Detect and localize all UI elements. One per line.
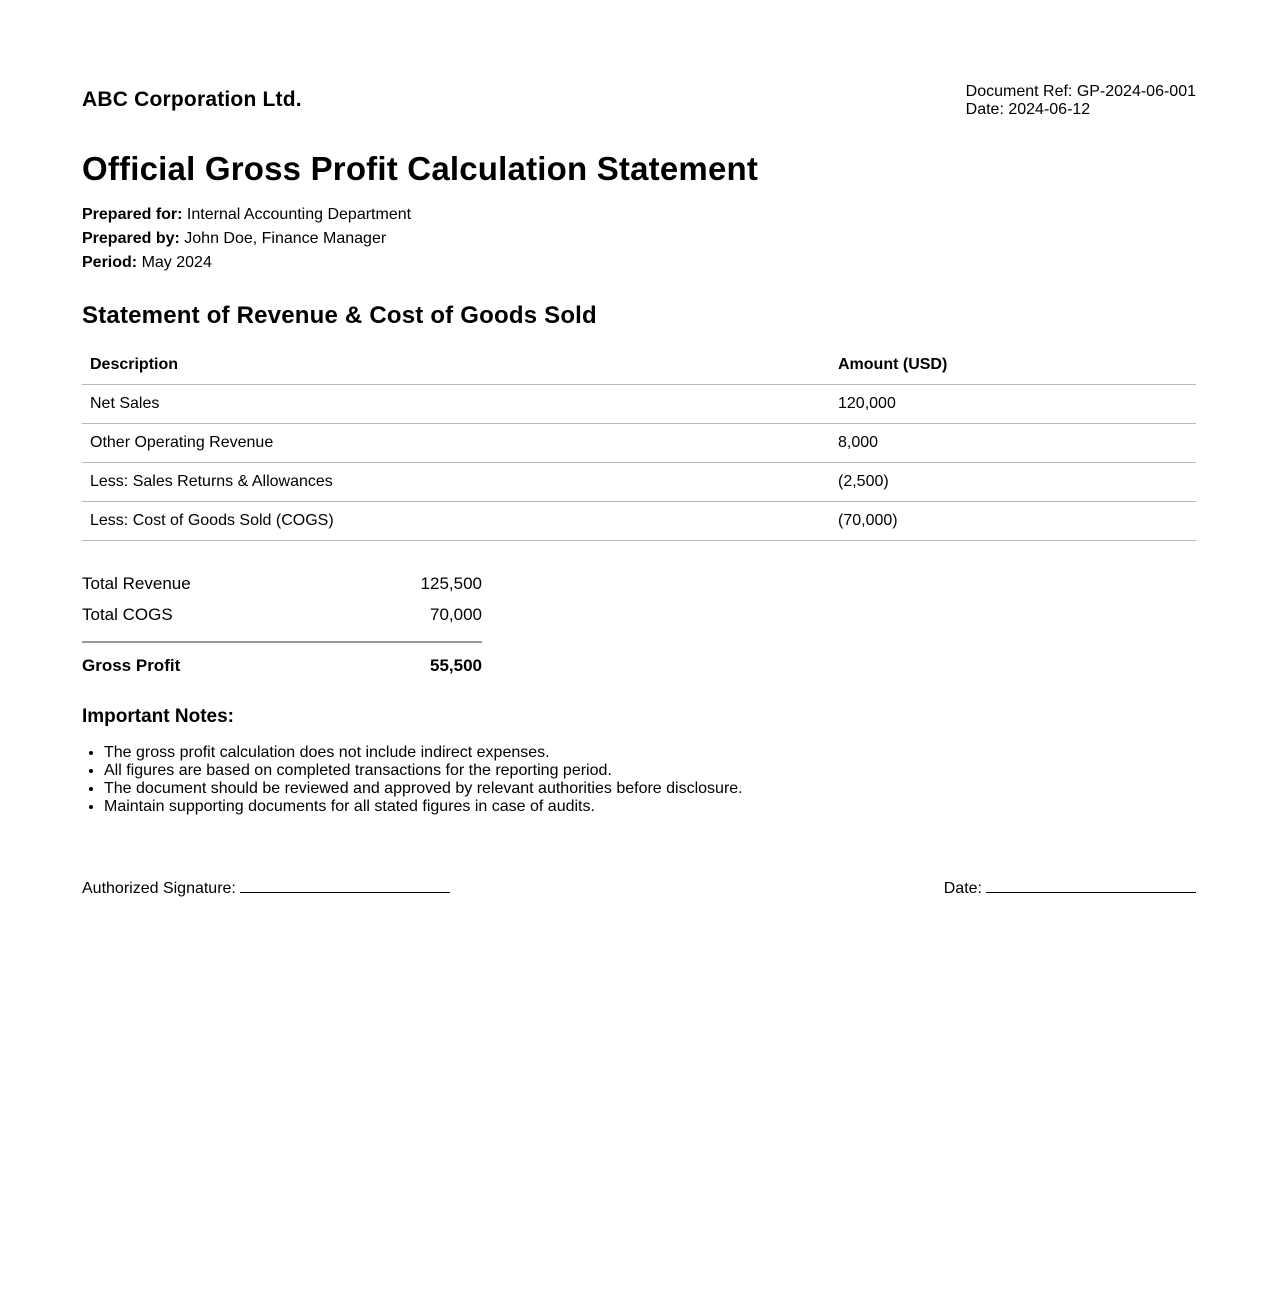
totals-summary	[82, 572, 482, 685]
row-amount: 120,000	[830, 385, 1196, 424]
table-row	[82, 424, 1196, 463]
doc-ref-label: Document Ref:	[965, 83, 1073, 100]
signature-date-line	[986, 876, 1196, 893]
list-item: • Maintain supporting documents for all stated figures in case of audits.	[104, 798, 743, 816]
document-meta	[966, 83, 1196, 119]
row-description: Less: Sales Returns & Allowances	[82, 463, 830, 502]
prepared-for-line	[82, 203, 411, 227]
table-header-row	[82, 346, 1196, 385]
list-item: • All figures are based on completed transactions for the reporting period.	[104, 762, 743, 780]
row-amount: 8,000	[830, 424, 1196, 463]
doc-date-label: Date:	[965, 101, 1004, 118]
header-amount: Amount (USD)	[830, 346, 1196, 385]
total-cogs-value: 70,000	[430, 605, 482, 624]
total-revenue-label: Total Revenue	[82, 574, 191, 593]
row-description: Other Operating Revenue	[82, 424, 830, 463]
doc-date-value: 2024-06-12	[1008, 101, 1091, 118]
total-revenue-row	[82, 572, 482, 603]
table-row	[82, 385, 1196, 424]
table-row	[82, 463, 1196, 502]
signature-date-label: Date:	[943, 880, 982, 897]
prepared-for-value: Internal Accounting Department	[186, 206, 412, 223]
company-name: ABC Corporation Ltd.	[82, 88, 302, 111]
row-amount: (2,500)	[830, 463, 1196, 502]
period-label: Period:	[82, 254, 138, 271]
document-title: Official Gross Profit Calculation Statement	[82, 150, 759, 187]
signature-line	[240, 876, 450, 893]
gross-profit-value: 55,500	[430, 656, 482, 675]
totals-divider	[82, 641, 482, 643]
list-item: • The gross profit calculation does not include indirect expenses.	[104, 744, 743, 762]
statement-table	[82, 346, 1196, 541]
total-revenue-value: 125,500	[420, 574, 482, 593]
notes-list	[82, 744, 743, 816]
doc-ref-value: GP-2024-06-001	[1076, 83, 1196, 100]
prepared-by-value: John Doe, Finance Manager	[184, 230, 387, 247]
prepared-by-label: Prepared by:	[82, 230, 180, 247]
row-description: Net Sales	[82, 385, 830, 424]
doc-ref-line	[966, 83, 1196, 101]
notes-title: Important Notes:	[82, 706, 234, 727]
gross-profit-label: Gross Profit	[82, 656, 181, 675]
prepared-by-line	[82, 227, 411, 251]
prepared-for-label: Prepared for:	[82, 206, 183, 223]
signature-label: Authorized Signature:	[82, 880, 236, 897]
statement-title: Statement of Revenue & Cost of Goods Sold	[82, 302, 597, 329]
header-description: Description	[82, 346, 830, 385]
signature-date	[944, 876, 1196, 898]
gross-profit-row	[82, 654, 482, 685]
authorized-signature	[82, 876, 450, 898]
table-row	[82, 502, 1196, 541]
list-item: • The document should be reviewed and approved by relevant authorities before disclosure.	[104, 780, 743, 798]
row-amount: (70,000)	[830, 502, 1196, 541]
row-description: Less: Cost of Goods Sold (COGS)	[82, 502, 830, 541]
total-cogs-row	[82, 603, 482, 634]
total-cogs-label: Total COGS	[82, 605, 173, 624]
period-value: May 2024	[141, 254, 212, 271]
prepared-info	[82, 203, 411, 275]
period-line	[82, 251, 411, 275]
doc-date-line	[966, 101, 1196, 119]
